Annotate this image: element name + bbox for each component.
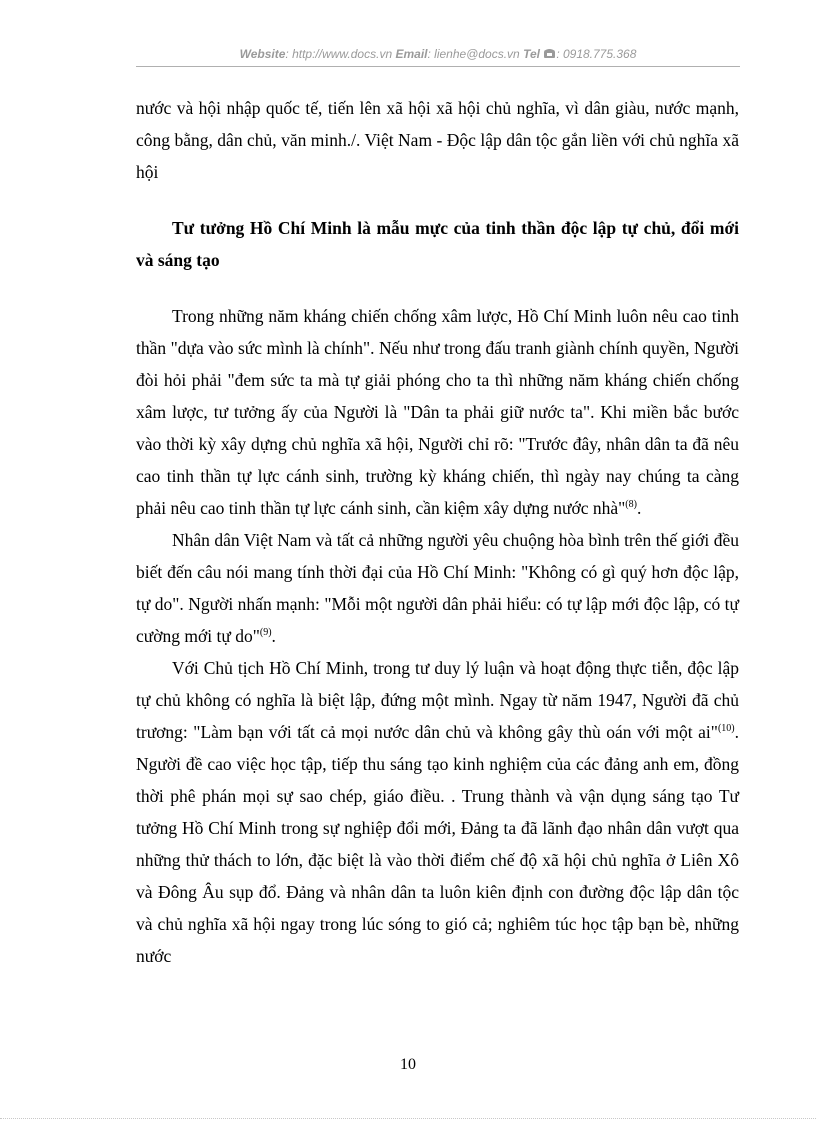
paragraph-3-end: . [271,626,276,646]
paragraph-2-text: Trong những năm kháng chiến chống xâm lược, Hồ Chí Minh luôn nêu cao tinh thần "dựa vào sức mình là chính". Nếu như trong đấu tranh giành chính quyền, Người đòi hỏi phải "đem sức ta mà tự giải phóng cho ta thì những năm kháng chiến chống xâm lược, tư tưởng ấy của Người là "Dân ta phải giữ nước ta". Khi miền bắc bước vào thời kỳ xây dựng chủ nghĩa xã hội, Người chỉ rõ: "Trước đây, nhân dân ta đã nêu cao tinh thần tự lực cánh sinh, trường kỳ kháng chiến, thì ngày nay chúng ta càng phải nêu cao tinh thần tự lực cánh sinh, cần kiệm xây dựng nước nhà" [136,306,739,518]
footnote-ref-9: (9) [259,627,272,639]
email-value[interactable]: : lienhe@docs.vn [427,47,520,61]
paragraph-3-text: Nhân dân Việt Nam và tất cả những người yêu chuộng hòa bình trên thế giới đều biết đến câu nói mang tính thời đại của Hồ Chí Minh: "Không có gì quý hơn độc lập, tự do". Người nhấn mạnh: "Mỗi một người dân phải hiểu: có tự lập mới độc lập, có tự cường mới tự do" [136,530,739,646]
tel-label: Tel [523,47,540,61]
paragraph-4 [136,652,739,972]
paragraph-4-text-a: Với Chủ tịch Hồ Chí Minh, trong tư duy lý luận và hoạt động thực tiễn, độc lập tự chủ không có nghĩa là biệt lập, đứng một mình. Ngay từ năm 1947, Người đã chủ trương: "Làm bạn với tất cả mọi nước dân chủ và không gây thù oán với một ai" [136,658,739,742]
page-number: 10 [400,1056,416,1073]
paragraph-2-end: . [636,498,642,518]
document-body [136,92,739,972]
paragraph-2 [136,300,739,524]
paragraph-1: nước và hội nhập quốc tế, tiến lên xã hội xã hội chủ nghĩa, vì dân giàu, nước mạnh, công bằng, dân chủ, văn minh./. Việt Nam - Độc lập dân tộc gắn liền với chủ nghĩa xã hội [136,98,739,182]
header-rule [136,66,740,67]
footnote-ref-8: (8) [625,499,637,511]
email-label: Email [395,47,428,61]
paragraph-4-text-b: . Người đề cao việc học tập, tiếp thu sáng tạo kinh nghiệm của các đảng anh em, đồng thời phê phán mọi sự sao chép, giáo điều. . Trung thành và vận dụng sáng tạo Tư tưởng Hồ Chí Minh trong sự nghiệp đổi mới, Đảng ta đã lãnh đạo nhân dân vượt qua những thử thách to lớn, đặc biệt là vào thời điểm chế độ xã hội chủ nghĩa ở Liên Xô và Đông Âu sụp đổ. Đảng và nhân dân ta luôn kiên định con đường độc lập dân tộc và chủ nghĩa xã hội ngay trong lúc sóng to gió cả; nghiêm túc học tập bạn bè, những nước [136,722,739,966]
phone-icon [543,48,556,59]
section-heading: Tư tưởng Hồ Chí Minh là mẫu mực của tinh thần độc lập tự chủ, đổi mới và sáng tạo [136,218,739,270]
tel-value: : 0918.775.368 [556,47,637,61]
page-header [136,47,740,61]
website-value[interactable]: : http://www.docs.vn [285,47,393,61]
paragraph-3 [136,524,739,652]
footer-rule [0,1118,816,1119]
website-label: Website [239,47,286,61]
footnote-ref-10: (10) [717,723,735,735]
